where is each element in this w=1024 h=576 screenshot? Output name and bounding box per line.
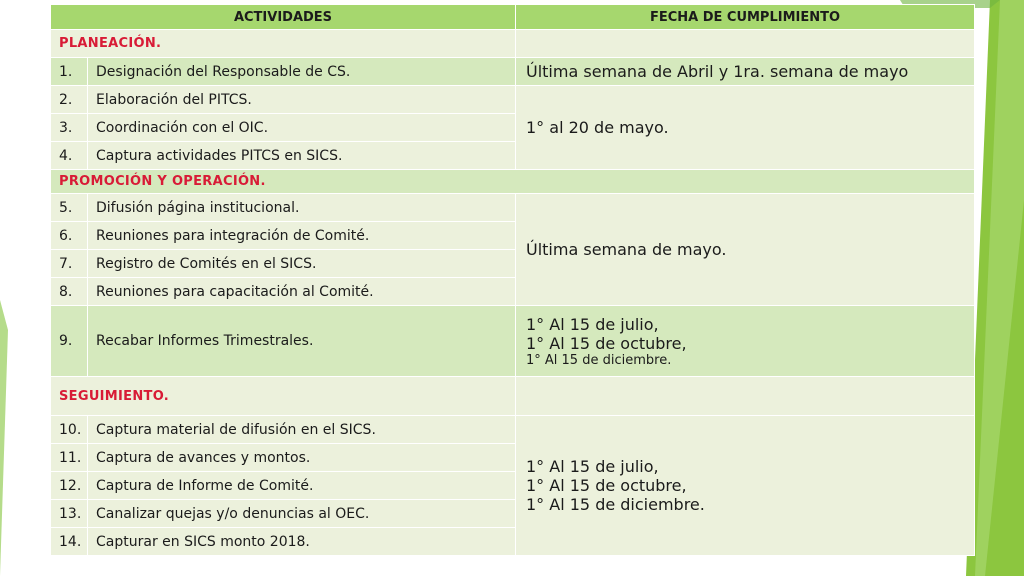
row-date: Última semana de Abril y 1ra. semana de mayo (516, 58, 975, 86)
date-line: 1° Al 15 de julio, (526, 457, 659, 476)
row-activity: Registro de Comités en el SICS. (88, 250, 516, 278)
row-number: 6. (51, 222, 88, 250)
header-date: FECHA DE CUMPLIMIENTO (516, 5, 975, 30)
row-date-multiline (516, 306, 975, 377)
table-row (51, 58, 975, 86)
row-number: 3. (51, 114, 88, 142)
row-number: 2. (51, 86, 88, 114)
section-label: PLANEACIÓN. (51, 30, 516, 58)
date-line: 1° Al 15 de julio, (526, 314, 659, 334)
row-activity: Reuniones para capacitación al Comité. (88, 278, 516, 306)
row-activity: Recabar Informes Trimestrales. (88, 306, 516, 377)
row-activity: Captura actividades PITCS en SICS. (88, 142, 516, 170)
activities-table (50, 4, 975, 556)
row-number: 10. (51, 416, 88, 444)
row-number: 1. (51, 58, 88, 86)
row-number: 7. (51, 250, 88, 278)
table-row (51, 86, 975, 114)
row-number: 9. (51, 306, 88, 377)
table-row (51, 306, 975, 377)
section-label: PROMOCIÓN Y OPERACIÓN. (51, 170, 975, 194)
header-activities: ACTIVIDADES (51, 5, 516, 30)
left-green-edge (0, 300, 8, 576)
row-number: 5. (51, 194, 88, 222)
row-number: 14. (51, 528, 88, 556)
row-number: 13. (51, 500, 88, 528)
date-line: 1° Al 15 de diciembre. (526, 495, 705, 514)
table-row (51, 194, 975, 222)
empty-cell (516, 30, 975, 58)
row-date-multiline (516, 416, 975, 556)
row-number: 11. (51, 444, 88, 472)
row-activity: Difusión página institucional. (88, 194, 516, 222)
section-row-seguimiento (51, 377, 975, 416)
date-line: 1° Al 15 de octubre, (526, 333, 687, 353)
right-green-band-light (975, 0, 1024, 576)
row-activity: Coordinación con el OIC. (88, 114, 516, 142)
row-number: 12. (51, 472, 88, 500)
row-activity: Designación del Responsable de CS. (88, 58, 516, 86)
date-line: 1° Al 15 de diciembre. (526, 352, 672, 368)
row-activity: Captura material de difusión en el SICS. (88, 416, 516, 444)
row-activity: Elaboración del PITCS. (88, 86, 516, 114)
row-date: 1° al 20 de mayo. (516, 86, 975, 170)
row-activity: Canalizar quejas y/o denuncias al OEC. (88, 500, 516, 528)
row-activity: Captura de Informe de Comité. (88, 472, 516, 500)
section-row-promocion (51, 170, 975, 194)
section-row-planeacion (51, 30, 975, 58)
table-row (51, 416, 975, 444)
row-activity: Reuniones para integración de Comité. (88, 222, 516, 250)
date-line: 1° Al 15 de octubre, (526, 476, 687, 495)
row-number: 8. (51, 278, 88, 306)
row-date: Última semana de mayo. (516, 194, 975, 306)
row-activity: Capturar en SICS monto 2018. (88, 528, 516, 556)
row-number: 4. (51, 142, 88, 170)
section-label: SEGUIMIENTO. (51, 377, 516, 416)
row-activity: Captura de avances y montos. (88, 444, 516, 472)
empty-cell (516, 377, 975, 416)
table-header-row (51, 5, 975, 30)
